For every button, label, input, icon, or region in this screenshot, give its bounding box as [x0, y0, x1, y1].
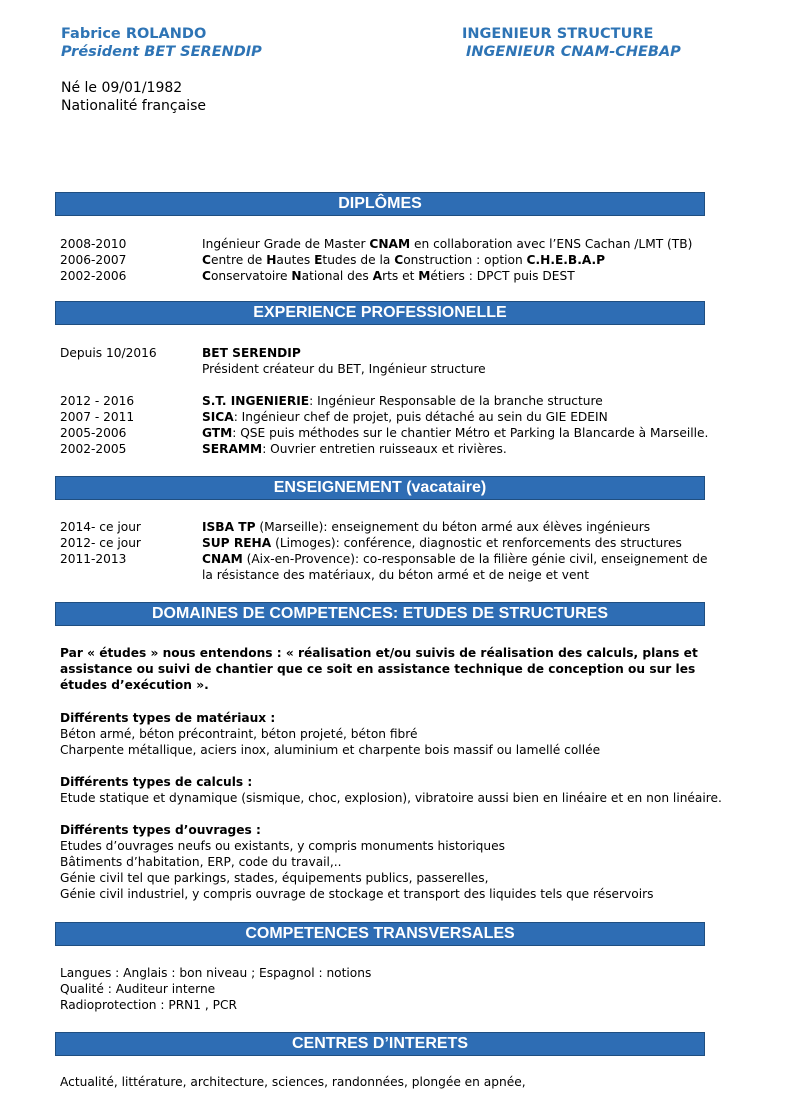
experience-date: 2007 - 2011	[60, 410, 135, 424]
ouvrages-line: Bâtiments d’habitation, ERP, code du travail,..	[60, 855, 342, 869]
section-header-interets: CENTRES D’INTERETS	[55, 1032, 705, 1056]
experience-text: GTM: QSE puis méthodes sur le chantier Métro et Parking la Blancarde à Marseille.	[202, 426, 709, 440]
ouvrages-line: Génie civil industriel, y compris ouvrage de stockage et transport des liquides tels que réservoirs	[60, 887, 654, 901]
person-position: Président BET SERENDIP	[61, 44, 262, 60]
diploma-text: Conservatoire National des Arts et Métiers : DPCT puis DEST	[202, 269, 575, 283]
diploma-date: 2002-2006	[60, 269, 127, 283]
calculs-title: Différents types de calculs :	[60, 775, 253, 789]
job-title: INGENIEUR STRUCTURE	[462, 26, 654, 42]
teaching-text: la résistance des matériaux, du béton armé et de neige et vent	[202, 568, 589, 582]
calculs-line: Etude statique et dynamique (sismique, choc, explosion), vibratoire aussi bien en linéaire et en non linéaire.	[60, 791, 722, 805]
domaines-intro-line: études d’exécution ».	[60, 678, 209, 692]
ouvrages-line: Etudes d’ouvrages neufs ou existants, y compris monuments historiques	[60, 839, 505, 853]
experience-text: S.T. INGENIERIE: Ingénieur Responsable de la branche structure	[202, 394, 603, 408]
teaching-date: 2014- ce jour	[60, 520, 141, 534]
section-header-experience: EXPERIENCE PROFESSIONELLE	[55, 301, 705, 325]
experience-date: Depuis 10/2016	[60, 346, 157, 360]
experience-date: 2002-2005	[60, 442, 127, 456]
materiaux-line: Charpente métallique, aciers inox, aluminium et charpente bois massif ou lamellé collée	[60, 743, 601, 757]
materiaux-line: Béton armé, béton précontraint, béton projeté, béton fibré	[60, 727, 418, 741]
ouvrages-line: Génie civil tel que parkings, stades, équipements publics, passerelles,	[60, 871, 489, 885]
transversales-line: Radioprotection : PRN1 , PCR	[60, 998, 237, 1012]
diploma-text: Centre de Hautes Etudes de la Construction : option C.H.E.B.A.P	[202, 253, 606, 267]
birth-date: Né le 09/01/1982	[61, 80, 183, 96]
teaching-text: ISBA TP (Marseille): enseignement du béton armé aux élèves ingénieurs	[202, 520, 651, 534]
diploma-date: 2006-2007	[60, 253, 127, 267]
experience-text: SICA: Ingénieur chef de projet, puis détaché au sein du GIE EDEIN	[202, 410, 608, 424]
domaines-intro-line: assistance ou suivi de chantier que ce soit en assistance technique de conception ou sur les	[60, 662, 696, 676]
interets-text: Actualité, littérature, architecture, sciences, randonnées, plongée en apnée,	[60, 1075, 526, 1089]
diploma-date: 2008-2010	[60, 237, 127, 251]
teaching-text: CNAM (Aix-en-Provence): co-responsable de la filière génie civil, enseignement de	[202, 552, 708, 566]
job-subtitle: INGENIEUR CNAM-CHEBAP	[466, 44, 681, 60]
teaching-date: 2012- ce jour	[60, 536, 141, 550]
experience-text: BET SERENDIP	[202, 346, 301, 360]
experience-text: SERAMM: Ouvrier entretien ruisseaux et rivières.	[202, 442, 507, 456]
section-header-enseignement: ENSEIGNEMENT (vacataire)	[55, 476, 705, 500]
experience-date: 2012 - 2016	[60, 394, 135, 408]
transversales-line: Langues : Anglais : bon niveau ; Espagnol : notions	[60, 966, 372, 980]
domaines-intro-line: Par « études » nous entendons : « réalisation et/ou suivis de réalisation des calculs, plans et	[60, 646, 698, 660]
experience-date: 2005-2006	[60, 426, 127, 440]
person-name: Fabrice ROLANDO	[61, 26, 207, 42]
materiaux-title: Différents types de matériaux :	[60, 711, 276, 725]
transversales-line: Qualité : Auditeur interne	[60, 982, 216, 996]
nationality: Nationalité française	[61, 98, 206, 114]
experience-text: Président créateur du BET, Ingénieur structure	[202, 362, 486, 376]
section-header-domaines: DOMAINES DE COMPETENCES: ETUDES DE STRUCTURES	[55, 602, 705, 626]
ouvrages-title: Différents types d’ouvrages :	[60, 823, 261, 837]
section-header-transversales: COMPETENCES TRANSVERSALES	[55, 922, 705, 946]
section-header-diplomes: DIPLÔMES	[55, 192, 705, 216]
diploma-text: Ingénieur Grade de Master CNAM en collaboration avec l’ENS Cachan /LMT (TB)	[202, 237, 693, 251]
teaching-text: SUP REHA (Limoges): conférence, diagnostic et renforcements des structures	[202, 536, 682, 550]
teaching-date: 2011-2013	[60, 552, 127, 566]
